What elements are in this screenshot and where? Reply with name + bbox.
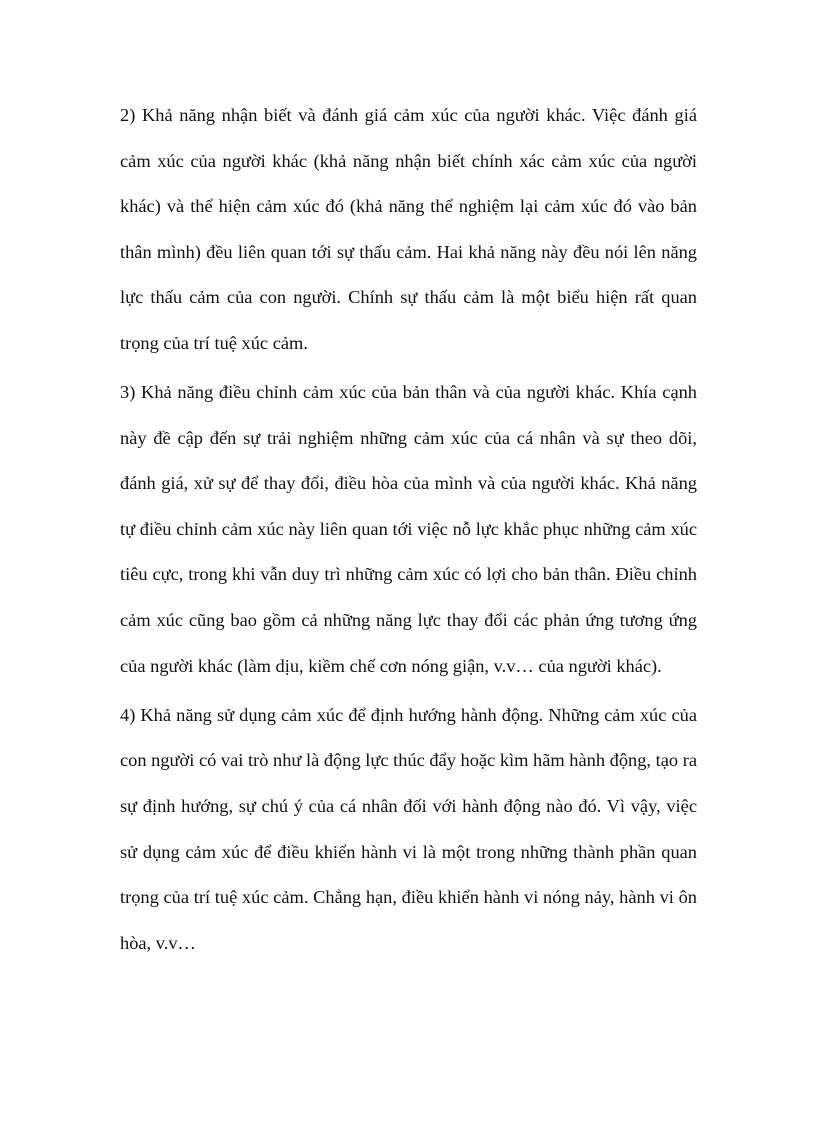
paragraph-4: 4) Khả năng sử dụng cảm xúc để định hướng hành động. Những cảm xúc của con người có vai trò như là động lực thúc đẩy hoặc kìm hãm hành động, tạo ra sự định hướng, sự chú ý của cá nhân đối với hành động nào đó. Vì vậy, việc sử dụng cảm xúc để điều khiển hành vi là một trong những thành phần quan trọng của trí tuệ xúc cảm. Chẳng hạn, điều khiển hành vi nóng nảy, hành vi ôn hòa, v.v…	[120, 704, 697, 953]
document-body	[120, 93, 697, 970]
paragraph-3: 3) Khả năng điều chỉnh cảm xúc của bản thân và của người khác. Khía cạnh này đề cập đến sự trải nghiệm những cảm xúc của cá nhân và sự theo dõi, đánh giá, xử sự để thay đổi, điều hòa của mình và của người khác. Khả năng tự điều chỉnh cảm xúc này liên quan tới việc nỗ lực khắc phục những cảm xúc tiêu cực, trong khi vẫn duy trì những cảm xúc có lợi cho bản thân. Điều chỉnh cảm xúc cũng bao gồm cả những năng lực thay đổi các phản ứng tương ứng của người khác (làm dịu, kiềm chế cơn nóng giận, v.v… của người khác).	[120, 382, 697, 676]
paragraph-2: 2) Khả năng nhận biết và đánh giá cảm xúc của người khác. Việc đánh giá cảm xúc của người khác (khả năng nhận biết chính xác cảm xúc của người khác) và thể hiện cảm xúc đó (khả năng thể nghiệm lại cảm xúc đó vào bản thân mình) đều liên quan tới sự thấu cảm. Hai khả năng này đều nói lên năng lực thấu cảm của con người. Chính sự thấu cảm là một biểu hiện rất quan trọng của trí tuệ xúc cảm.	[120, 105, 697, 353]
